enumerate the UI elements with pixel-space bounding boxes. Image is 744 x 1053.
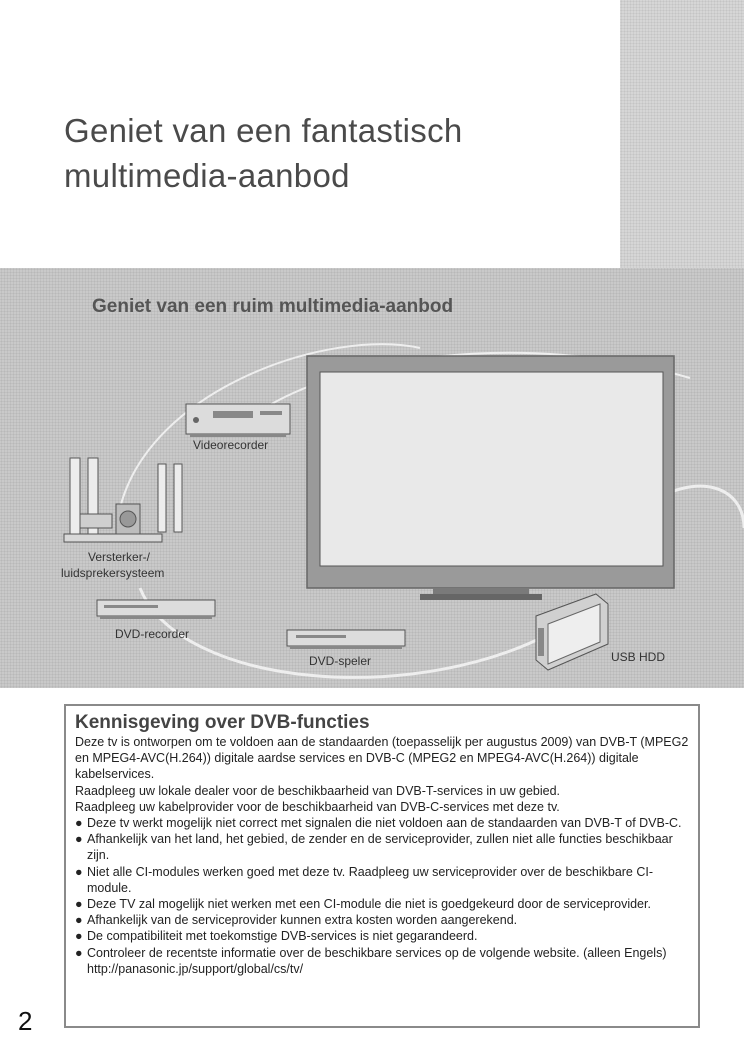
dvd-recorder-label: DVD-recorder <box>115 627 190 641</box>
page-title-line2: multimedia-aanbod <box>64 157 350 194</box>
bullet-text: Deze TV zal mogelijk niet werken met een CI-module die niet is goedgekeurd door de serviceprovider. <box>87 897 651 912</box>
bullet-text: Deze tv werkt mogelijk niet correct met signalen die niet voldoen aan de standaarden van DVB-T of DVB-C. <box>87 816 682 831</box>
usb-hdd-icon <box>536 594 608 670</box>
bullet-icon: ● <box>75 913 83 928</box>
bullet-text: Niet alle CI-modules werken goed met deze tv. Raadpleeg uw serviceprovider over de beschikbare CI-module. <box>87 864 654 895</box>
bullet-text: De compatibiliteit met toekomstige DVB-services is niet gegarandeerd. <box>87 929 478 944</box>
decorative-side-strip <box>620 0 744 268</box>
videorecorder-label: Videorecorder <box>193 438 269 452</box>
bullet-text: Afhankelijk van het land, het gebied, de zender en de serviceprovider, zullen niet alle functies beschikbaar zijn. <box>87 832 673 863</box>
list-item <box>75 831 690 863</box>
bullet-text: Afhankelijk van de serviceprovider kunnen extra kosten worden aangerekend. <box>87 913 518 928</box>
notice-bullet-list <box>75 815 690 977</box>
page-title <box>64 108 604 198</box>
list-item <box>75 815 690 831</box>
list-item <box>75 928 690 944</box>
bullet-icon: ● <box>75 897 83 912</box>
bullet-icon: ● <box>75 945 83 960</box>
bullet-icon: ● <box>75 816 83 831</box>
tv-icon <box>307 356 674 600</box>
page-number: 2 <box>18 1006 33 1036</box>
page-title-line1: Geniet van een fantastisch <box>64 112 463 149</box>
bullet-icon: ● <box>75 929 83 944</box>
multimedia-illustration <box>0 268 744 688</box>
multimedia-heading: Geniet van een ruim multimedia-aanbod <box>92 296 454 317</box>
bullet-icon: ● <box>75 832 83 847</box>
dvd-recorder-icon <box>97 600 215 619</box>
list-item <box>75 864 690 896</box>
usb-hdd-label: USB HDD <box>611 650 666 664</box>
notice-line-dvbc: Raadpleeg uw kabelprovider voor de beschikbaarheid van DVB-C-services met deze tv. <box>75 799 560 814</box>
notice-line-dvbt: Raadpleeg uw lokale dealer voor de beschikbaarheid van DVB-T-services in uw gebied. <box>75 783 560 798</box>
bullet-icon: ● <box>75 864 83 879</box>
list-item <box>75 896 690 912</box>
videorecorder-icon <box>186 404 290 437</box>
bullet-text: Controleer de recentste informatie over de beschikbare services op de volgende website. (alleen Engels) <box>87 945 667 960</box>
dvb-notice-box <box>64 704 700 1028</box>
amplifier-label-line2: luidsprekersysteem <box>61 566 165 580</box>
dvd-player-label: DVD-speler <box>309 654 372 668</box>
dvd-player-icon <box>287 630 405 649</box>
notice-intro: Deze tv is ontworpen om te voldoen aan de standaarden (toepasselijk per augustus 2009) van DVB-T (MPEG2 en MPEG4-AVC(H.264)) digitale aardse services en DVB-C (MPEG2 en MPEG4-AVC(H.264)) digitale kabelservices. <box>75 735 689 782</box>
list-item <box>75 945 690 977</box>
list-item <box>75 912 690 928</box>
amplifier-label-line1: Versterker-/ <box>88 550 151 564</box>
support-url-link[interactable]: http://panasonic.jp/support/global/cs/tv/ <box>87 961 304 976</box>
notice-title: Kennisgeving over DVB-functies <box>75 712 370 733</box>
